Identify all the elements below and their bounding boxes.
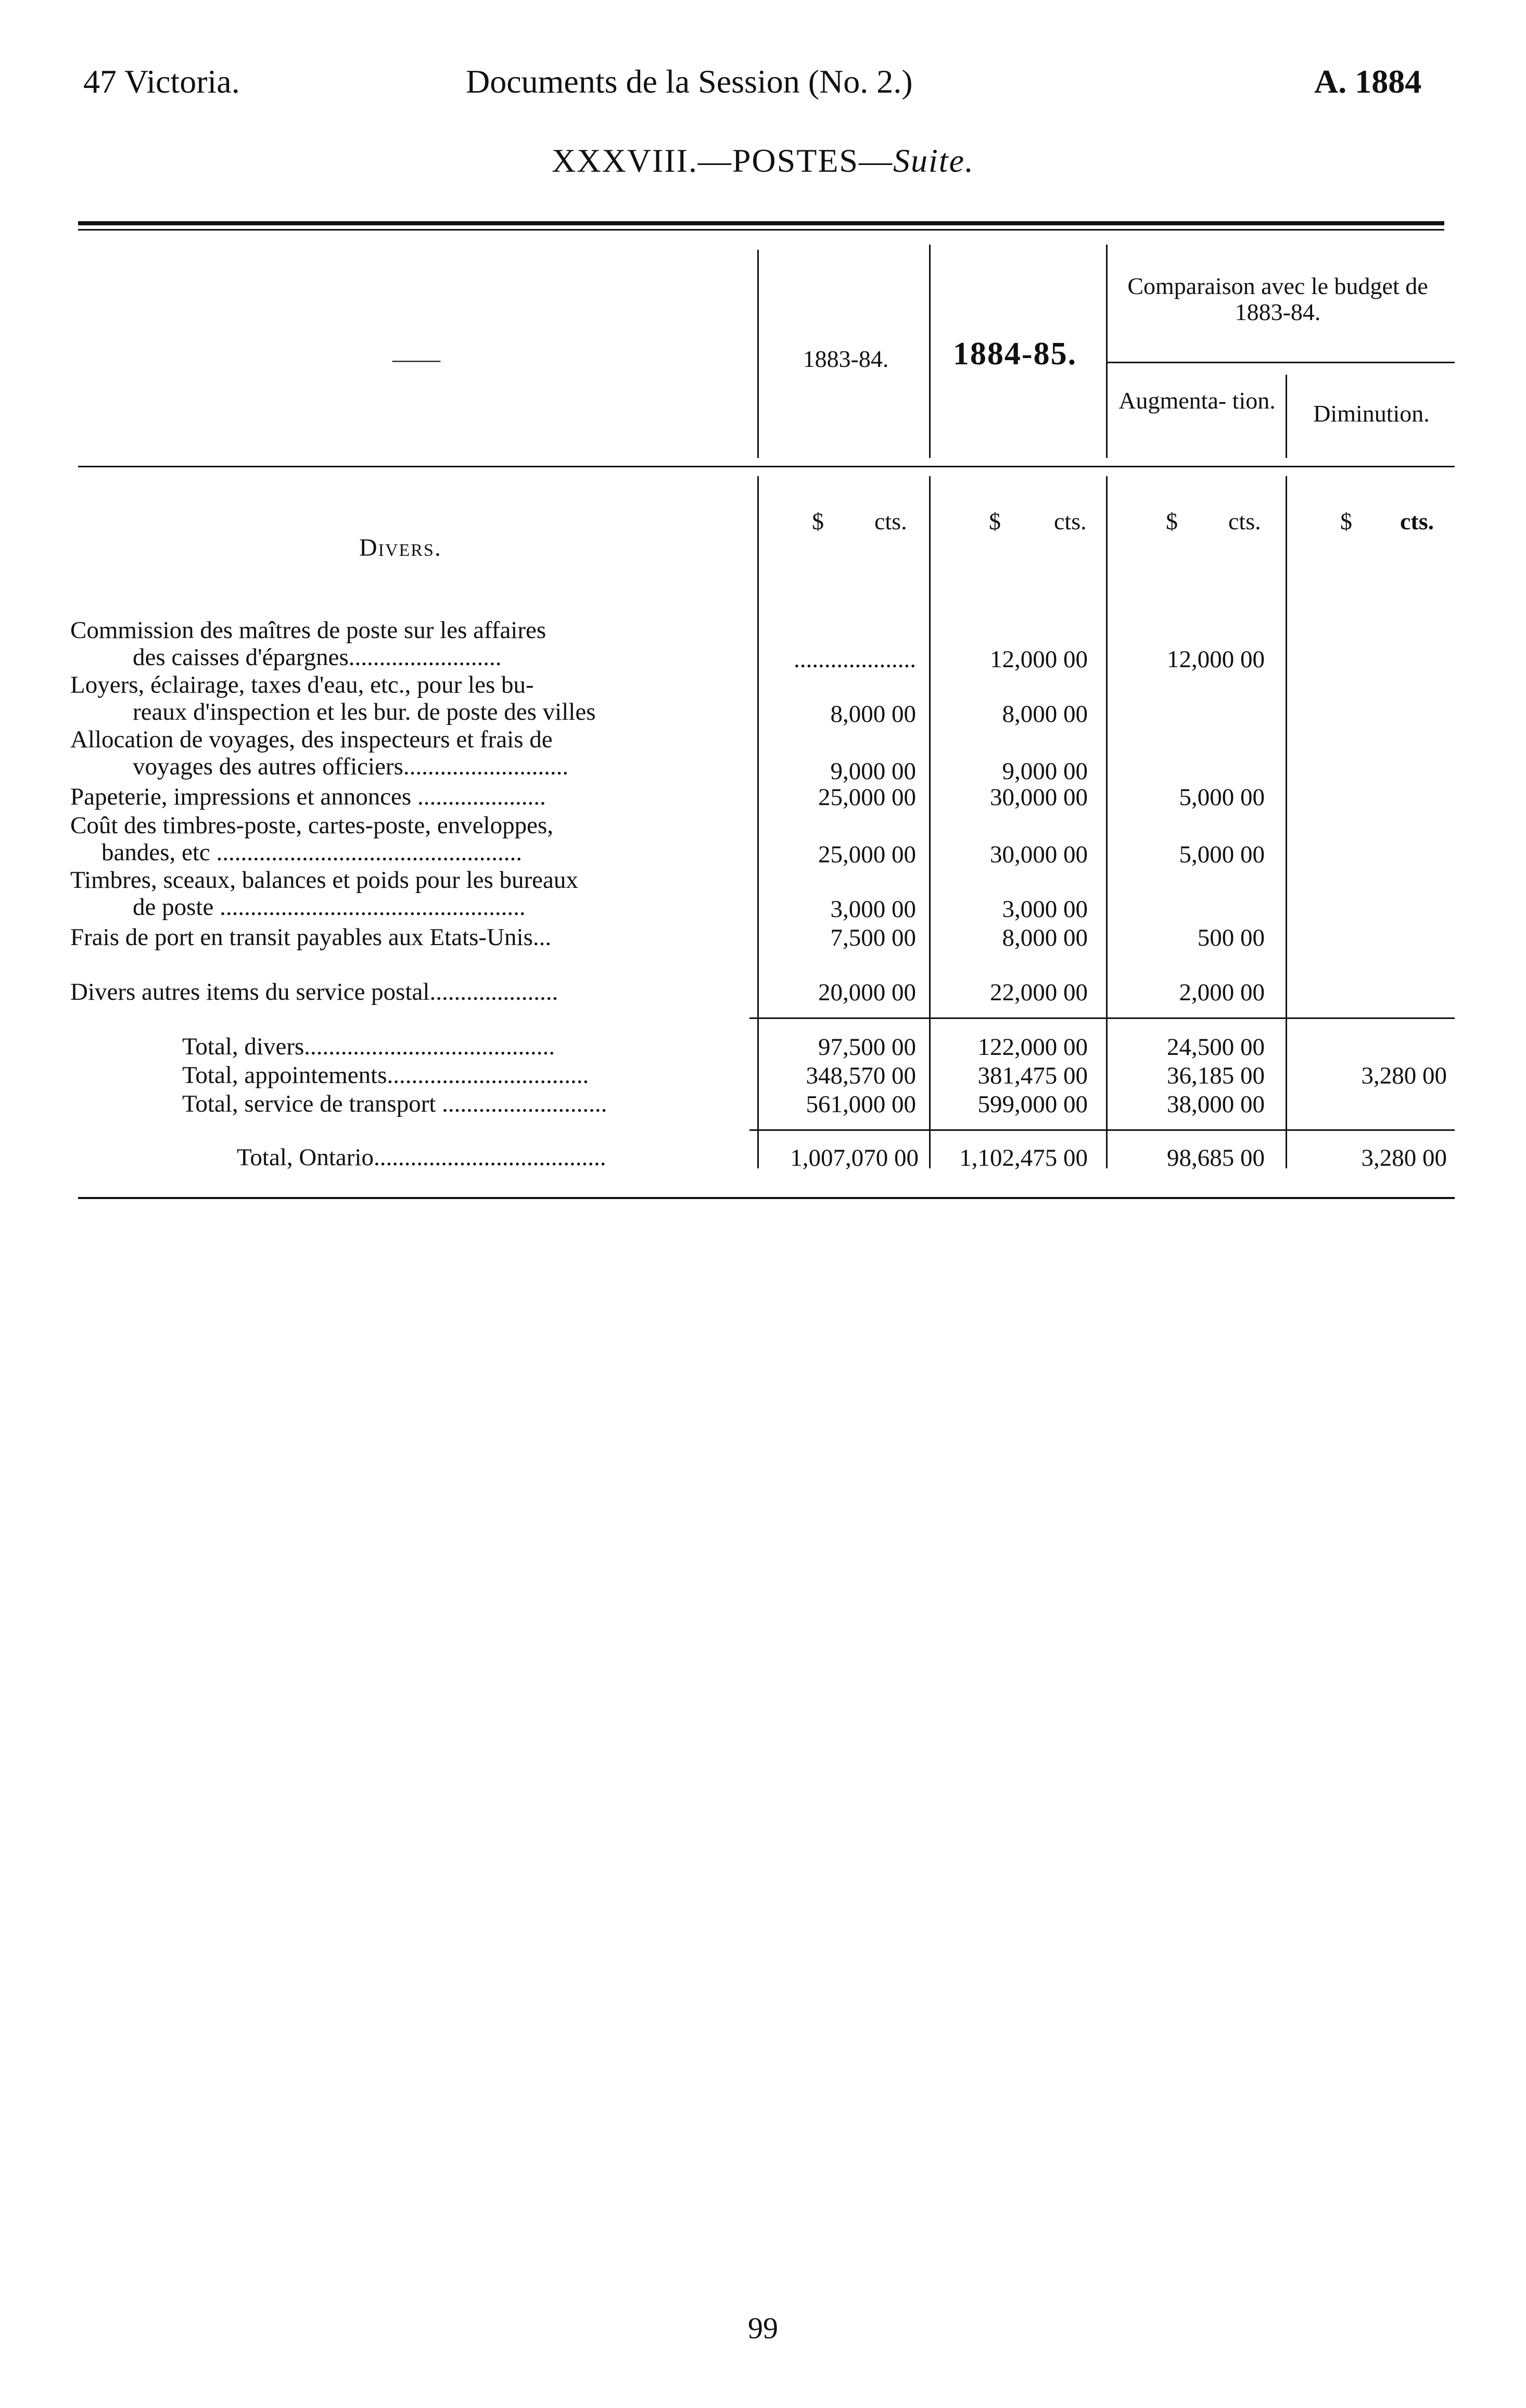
grand-total-1884: 1,102,475 00 <box>959 1144 1088 1171</box>
bottom-rule <box>78 1197 1455 1199</box>
header-right: A. 1884 <box>1314 63 1422 100</box>
header-left: 47 Victoria. <box>83 63 240 100</box>
col-divider-3 <box>1106 245 1108 458</box>
row-3-1883: 9,000 00 <box>830 758 916 785</box>
row-4-aug: 5,000 00 <box>1179 784 1265 811</box>
row-8-1883: 20,000 00 <box>818 979 916 1006</box>
row-7-1883: 7,500 00 <box>830 924 916 951</box>
row-5-1883: 25,000 00 <box>818 841 916 868</box>
col-header-comparison: Comparaison avec le budget de 1883-84. <box>1127 273 1428 325</box>
row-6-line2: de poste .................................................. <box>133 894 526 921</box>
row-1-label <box>70 617 747 671</box>
total-appointements-aug: 36,185 00 <box>1167 1062 1265 1089</box>
row-5-label <box>70 812 747 866</box>
row-2-line2: reaux d'inspection et les bur. de poste des villes <box>133 698 596 725</box>
page-title <box>0 142 1526 180</box>
grand-total-label: Total, Ontario...................................... <box>237 1144 606 1171</box>
row-2-line1: Loyers, éclairage, taxes d'eau, etc., pour les bu- <box>70 671 534 698</box>
total-divers-label: Total, divers......................................... <box>182 1033 555 1060</box>
row-8-label <box>70 978 747 1005</box>
grand-total-aug: 98,685 00 <box>1167 1144 1265 1171</box>
col-header-augmentation: Augmenta- tion. <box>1118 387 1276 414</box>
row-6-line1: Timbres, sceaux, balances et poids pour les bureaux <box>70 867 578 894</box>
total-appointements-label: Total, appointements................................. <box>182 1062 589 1089</box>
body-divider-2 <box>929 476 931 1168</box>
row-6-1883: 3,000 00 <box>830 896 916 923</box>
total-divers-1883: 97,500 00 <box>818 1034 916 1061</box>
totals-rule <box>749 1017 1455 1019</box>
row-7-line1: Frais de port en transit payables aux Etats-Unis... <box>70 924 552 951</box>
grand-total-rule <box>749 1129 1455 1131</box>
row-3-line2: voyages des autres officiers........................... <box>133 753 569 780</box>
row-1-aug: 12,000 00 <box>1167 646 1265 673</box>
row-5-aug: 5,000 00 <box>1179 841 1265 868</box>
col-header-1883: 1883-84. <box>803 346 889 372</box>
row-5-line2: bandes, etc .................................................. <box>101 839 523 866</box>
row-4-1883: 25,000 00 <box>818 784 916 811</box>
row-2-1884: 8,000 00 <box>1002 700 1088 728</box>
section-label: Divers. <box>359 534 442 562</box>
row-4-1884: 30,000 00 <box>990 784 1088 811</box>
row-6-label <box>70 867 747 921</box>
col-divider-4 <box>1286 375 1287 458</box>
body-divider-1 <box>757 476 759 1168</box>
row-8-aug: 2,000 00 <box>1179 979 1265 1006</box>
total-divers-aug: 24,500 00 <box>1167 1034 1265 1061</box>
title-main: XXXVIII.—POSTES— <box>552 142 894 179</box>
unit-cts-aug: cts. <box>1228 508 1261 534</box>
total-transport-aug: 38,000 00 <box>1167 1091 1265 1118</box>
col-header-1884: 1884-85. <box>952 336 1077 372</box>
row-4-label <box>70 783 747 810</box>
top-rule-thin <box>78 229 1444 231</box>
total-transport-1884: 599,000 00 <box>977 1091 1088 1118</box>
row-7-1884: 8,000 00 <box>1002 924 1088 951</box>
body-divider-3 <box>1106 476 1108 1168</box>
row-1-line1: Commission des maîtres de poste sur les affaires <box>70 617 546 644</box>
comparison-rule <box>1106 362 1455 363</box>
row-3-label <box>70 726 747 780</box>
col-header-diminution: Diminution. <box>1313 400 1430 427</box>
top-rule <box>78 221 1444 225</box>
row-4-line1: Papeterie, impressions et annonces ..................... <box>70 783 546 810</box>
page-number: 99 <box>748 2311 778 2345</box>
unit-dollar-aug: $ <box>1166 508 1178 534</box>
row-8-1884: 22,000 00 <box>990 979 1088 1006</box>
unit-dollar-1883: $ <box>812 508 824 534</box>
row-1-line2: des caisses d'épargnes......................... <box>133 644 502 671</box>
row-6-1884: 3,000 00 <box>1002 896 1088 923</box>
unit-dollar-dim: $ <box>1340 508 1352 534</box>
row-3-1884: 9,000 00 <box>1002 758 1088 785</box>
row-8-line1: Divers autres items du service postal..................... <box>70 978 558 1005</box>
unit-cts-1883: cts. <box>874 508 907 534</box>
row-2-1883: 8,000 00 <box>830 700 916 728</box>
row-7-label <box>70 924 747 951</box>
row-5-1884: 30,000 00 <box>990 841 1088 868</box>
total-transport-1883: 561,000 00 <box>806 1091 916 1118</box>
title-suite: Suite. <box>893 142 974 179</box>
label-column-dash: —— <box>392 346 440 372</box>
total-appointements-1883: 348,570 00 <box>806 1062 916 1089</box>
col-divider-1 <box>757 250 759 458</box>
header-bottom-rule <box>78 466 1455 467</box>
row-2-label <box>70 671 747 725</box>
row-5-line1: Coût des timbres-poste, cartes-poste, enveloppes, <box>70 812 554 839</box>
total-appointements-dim: 3,280 00 <box>1361 1062 1447 1089</box>
col-divider-2 <box>929 245 931 458</box>
row-1-1883: .................... <box>794 646 916 673</box>
grand-total-1883: 1,007,070 00 <box>790 1144 919 1171</box>
unit-cts-1884: cts. <box>1054 508 1087 534</box>
body-divider-4 <box>1286 476 1287 1168</box>
row-7-aug: 500 00 <box>1197 924 1265 951</box>
row-1-1884: 12,000 00 <box>990 646 1088 673</box>
unit-cts-dim: cts. <box>1400 508 1434 534</box>
row-3-line1: Allocation de voyages, des inspecteurs et frais de <box>70 726 553 753</box>
unit-dollar-1884: $ <box>989 508 1001 534</box>
header-center: Documents de la Session (No. 2.) <box>466 63 913 100</box>
total-appointements-1884: 381,475 00 <box>977 1062 1088 1089</box>
total-divers-1884: 122,000 00 <box>977 1034 1088 1061</box>
grand-total-dim: 3,280 00 <box>1361 1144 1447 1171</box>
total-transport-label: Total, service de transport ........................... <box>182 1090 607 1117</box>
